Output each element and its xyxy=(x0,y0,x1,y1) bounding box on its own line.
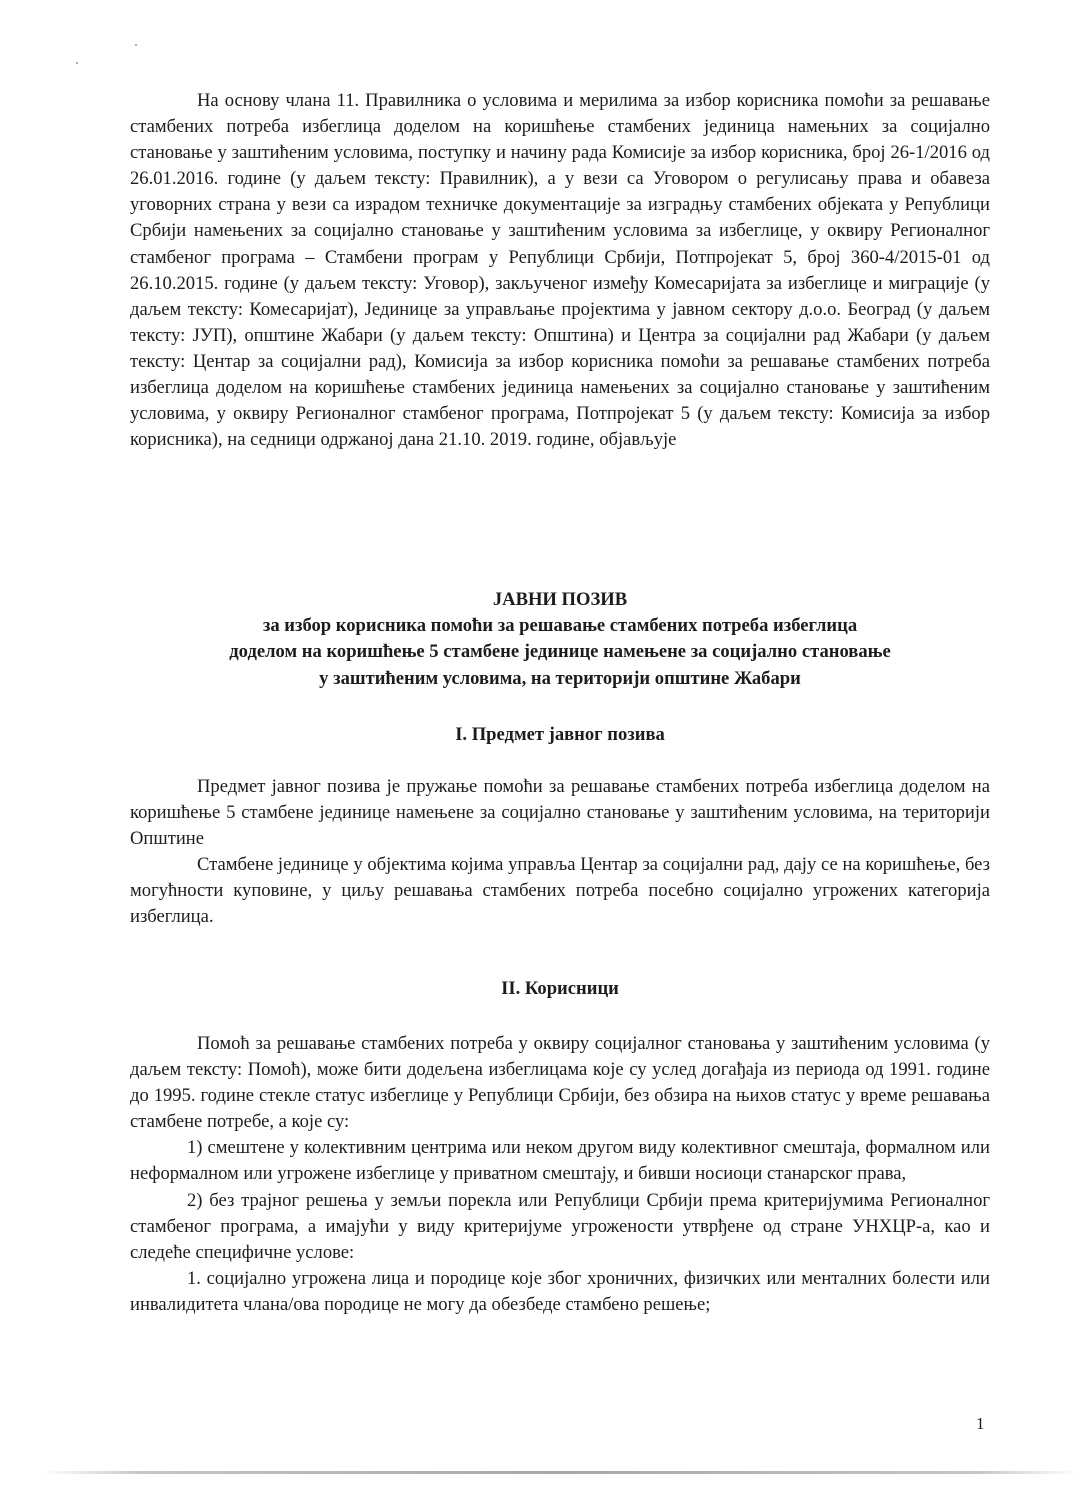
title-line-2: за избор корисника помоћи за решавање стамбених потреба избеглица xyxy=(262,615,858,637)
section-2-item-2: 2) без трајног решења у земљи порекла или Републици Србији према критеријумима Регионалног стамбеног програма, а имајући у виду критеријуме угрожености утврђене од стране УНХЦР-а, као и следеће специфичне услове: xyxy=(130,1189,990,1263)
section-1-heading xyxy=(130,722,990,748)
intro-block xyxy=(130,88,990,453)
section-1-body xyxy=(130,774,990,931)
title-line-3: доделом на коришћење 5 стамбене јединице намењене за социјално становање xyxy=(229,641,891,663)
section-2-heading xyxy=(130,976,990,1002)
section-1-paragraph-2: Стамбене јединице у објектима којима управља Центар за социјални рад, дају се на коришћење, без могућности куповине, у циљу решавања стамбених потреба посебно социјално угрожених категорија избеглица. xyxy=(130,854,990,928)
section-2-paragraph-1: Помоћ за решавање стамбених потреба у оквиру социјалног становања у заштићеним условима (у даљем тексту: Помоћ), може бити додељена избеглицама које су услед догађаја из периода од 1991. године до 1995. године стекле статус избеглице у Републици Србији, без обзира на њихов статус у време решавања стамбене потребе, а које су: xyxy=(130,1033,990,1133)
title-line-1: ЈАВНИ ПОЗИВ xyxy=(492,589,628,610)
section-2-heading-text: II. Корисници xyxy=(501,978,619,999)
section-1-heading-text: I. Предмет јавног позива xyxy=(455,724,665,745)
document-title xyxy=(130,587,990,692)
scan-speck xyxy=(76,62,78,64)
section-2-item-3: 1. социјално угрожена лица и породице које због хроничних, физичких или менталних болести или инвалидитета члана/ова породице не могу да обезбеде стамбено решење; xyxy=(130,1267,990,1315)
page-number: 1 xyxy=(976,1414,985,1433)
section-2-body xyxy=(130,1031,990,1318)
intro-paragraph: На основу члана 11. Правилника о условима и мерилима за избор корисника помоћи за решавање стамбених потреба избеглица доделом на коришћење стамбених јединица намењних за социјално становање у заштићеним условима, поступку и начину рада Комисије за избор корисника, број 26-1/2016 од 26.01.2016. године (у даљем тексту: Правилник), а у вези са Уговором о регулисању права и обавеза уговорних страна у вези са израдом техничке документације за изградњу стамбених објеката у Републици Србији намењених за социјално становање у заштићеним условима за избеглице, у оквиру Регионалног стамбеног програма – Стамбени програм у Републици Србији, Потпројекат 5, број 360-4/2015-01 од 26.10.2015. године (у даљем тексту: Уговор), закљученог између Комесаријата за избеглице и миграције (у даљем тексту: Комесаријат), Јединице за управљање пројектима у јавном сектору д.о.о. Београд (у даљем тексту: ЈУП), општине Жабари (у даљем тексту: Општина) и Центра за социјални рад Жабари (у даљем тексту: Центар за социјални рад), Комисија за избор корисника помоћи за решавање стамбених потреба избеглица доделом на коришћење стамбених јединица намењених за социјално становање у заштићеним условима, у оквиру Регионалног стамбеног програма, Потпројекат 5 (у даљем тексту: Комисија за избор корисника), на седници одржаној дана 21.10. 2019. године, објављује xyxy=(130,90,990,451)
section-2-item-1: 1) смештене у колективним центрима или неком другом виду колективног смештаја, формалном или неформалном или угрожене избеглице у приватном смештају, и бивши носиоци станарског права, xyxy=(130,1137,990,1185)
title-line-4: у заштићеним условима, на територији општине Жабари xyxy=(319,667,801,689)
section-1-paragraph-1: Предмет јавног позива је пружање помоћи за решавање стамбених потреба избеглица доделом на коришћење 5 стамбене јединице намењене за социјално становање у заштићеним условима, на територији Општине xyxy=(130,776,990,850)
scan-speck xyxy=(135,44,137,46)
scan-edge-line xyxy=(40,1471,1080,1474)
